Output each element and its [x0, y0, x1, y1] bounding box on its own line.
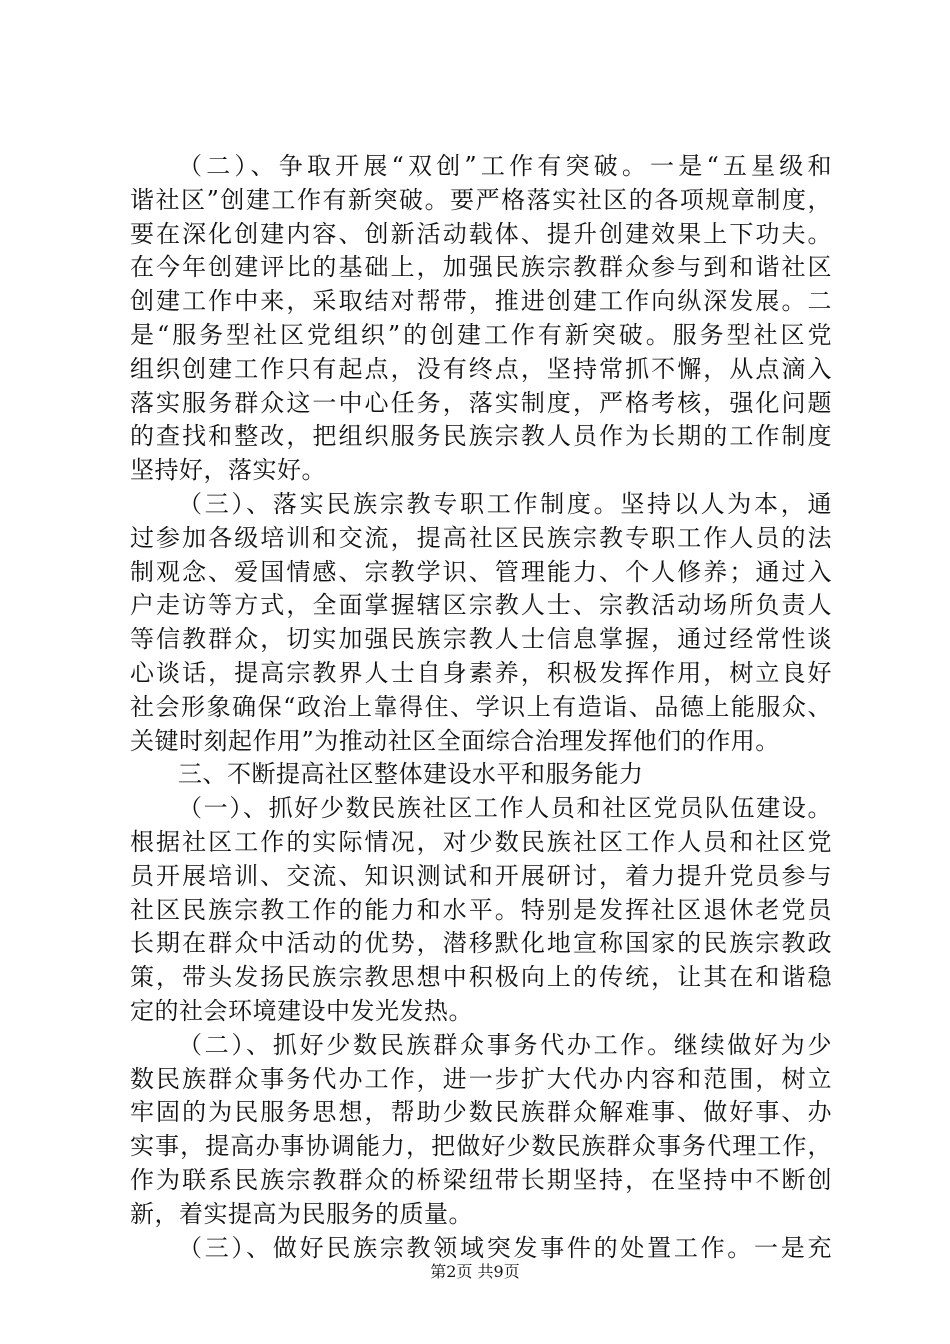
text-line: 的查找和整改，把组织服务民族宗教人员作为长期的工作制度 — [130, 422, 832, 451]
text-line: 心谈话，提高宗教界人士自身素养，积极发挥作用，树立良好 — [130, 658, 832, 687]
text-line: 定的社会环境建设中发光发热。 — [130, 996, 473, 1025]
text-line: （三）、落实民族宗教专职工作制度。坚持以人为本，通 — [178, 489, 832, 518]
text-line: 牢固的为民服务思想，帮助少数民族群众解难事、做好事、办 — [130, 1098, 832, 1127]
text-line: 实事，提高办事协调能力，把做好少数民族群众事务代理工作， — [130, 1132, 832, 1161]
text-line: 长期在群众中活动的优势，潜移默化地宣称国家的民族宗教政 — [130, 929, 832, 958]
document-body — [130, 150, 832, 1265]
text-line: 要在深化创建内容、创新活动载体、提升创建效果上下功夫。 — [130, 219, 832, 248]
text-line: 数民族群众事务代办工作，进一步扩大代办内容和范围，树立 — [130, 1064, 832, 1093]
section-heading-text: 三、不断提高社区整体建设水平和服务能力 — [178, 760, 644, 789]
section-heading — [130, 758, 832, 792]
text-line: （一）、抓好少数民族社区工作人员和社区党员队伍建设。 — [178, 794, 832, 823]
text-line: 员开展培训、交流、知识测试和开展研讨，着力提升党员参与 — [130, 861, 832, 890]
paragraph-duiwu-jianshe — [130, 792, 832, 1029]
text-line: 等信教群众，切实加强民族宗教人士信息掌握，通过经常性谈 — [130, 625, 832, 654]
text-line: 户走访等方式，全面掌握辖区宗教人士、宗教活动场所负责人 — [130, 591, 832, 620]
text-line: 谐社区”创建工作有新突破。要严格落实社区的各项规章制度， — [130, 185, 832, 214]
text-line: 在今年创建评比的基础上，加强民族宗教群众参与到和谐社区 — [130, 253, 832, 282]
paragraph-zhuanzhi-zhidu — [130, 488, 832, 758]
text-line: 社区民族宗教工作的能力和水平。特别是发挥社区退休老党员 — [130, 895, 832, 924]
text-line: 是“服务型社区党组织”的创建工作有新突破。服务型社区党 — [130, 320, 832, 349]
text-line: 关键时刻起作用”为推动社区全面综合治理发挥他们的作用。 — [130, 726, 780, 755]
text-line: 作为联系民族宗教群众的桥梁纽带长期坚持，在坚持中不断创 — [130, 1165, 832, 1194]
text-line: 根据社区工作的实际情况，对少数民族社区工作人员和社区党 — [130, 827, 832, 856]
text-line: 落实服务群众这一中心任务，落实制度，严格考核，强化问题 — [130, 388, 832, 417]
page-footer: 第2页 共9页 — [430, 1262, 520, 1281]
text-line: 坚持好，落实好。 — [130, 456, 326, 485]
text-line: 社会形象确保“政治上靠得住、学识上有造诣、品德上能服众、 — [130, 692, 832, 721]
text-line: （二）、抓好少数民族群众事务代办工作。继续做好为少 — [178, 1030, 832, 1059]
text-line: 创建工作中来，采取结对帮带，推进创建工作向纵深发展。二 — [130, 287, 832, 316]
text-line: （三）、做好民族宗教领域突发事件的处置工作。一是充 — [178, 1233, 832, 1262]
text-line: 过参加各级培训和交流，提高社区民族宗教专职工作人员的法 — [130, 523, 832, 552]
text-line: 新，着实提高为民服务的质量。 — [130, 1199, 473, 1228]
text-line: （二）、争取开展“双创”工作有突破。一是“五星级和 — [178, 152, 832, 180]
text-line: 策，带头发扬民族宗教思想中积极向上的传统，让其在和谐稳 — [130, 963, 832, 992]
text-line: 制观念、爱国情感、宗教学识、管理能力、个人修养；通过入 — [130, 557, 832, 586]
paragraph-shuangchuang — [130, 150, 832, 488]
text-line: 组织创建工作只有起点，没有终点，坚持常抓不懈，从点滴入 — [130, 354, 832, 383]
paragraph-shiwu-daiban — [130, 1029, 832, 1232]
